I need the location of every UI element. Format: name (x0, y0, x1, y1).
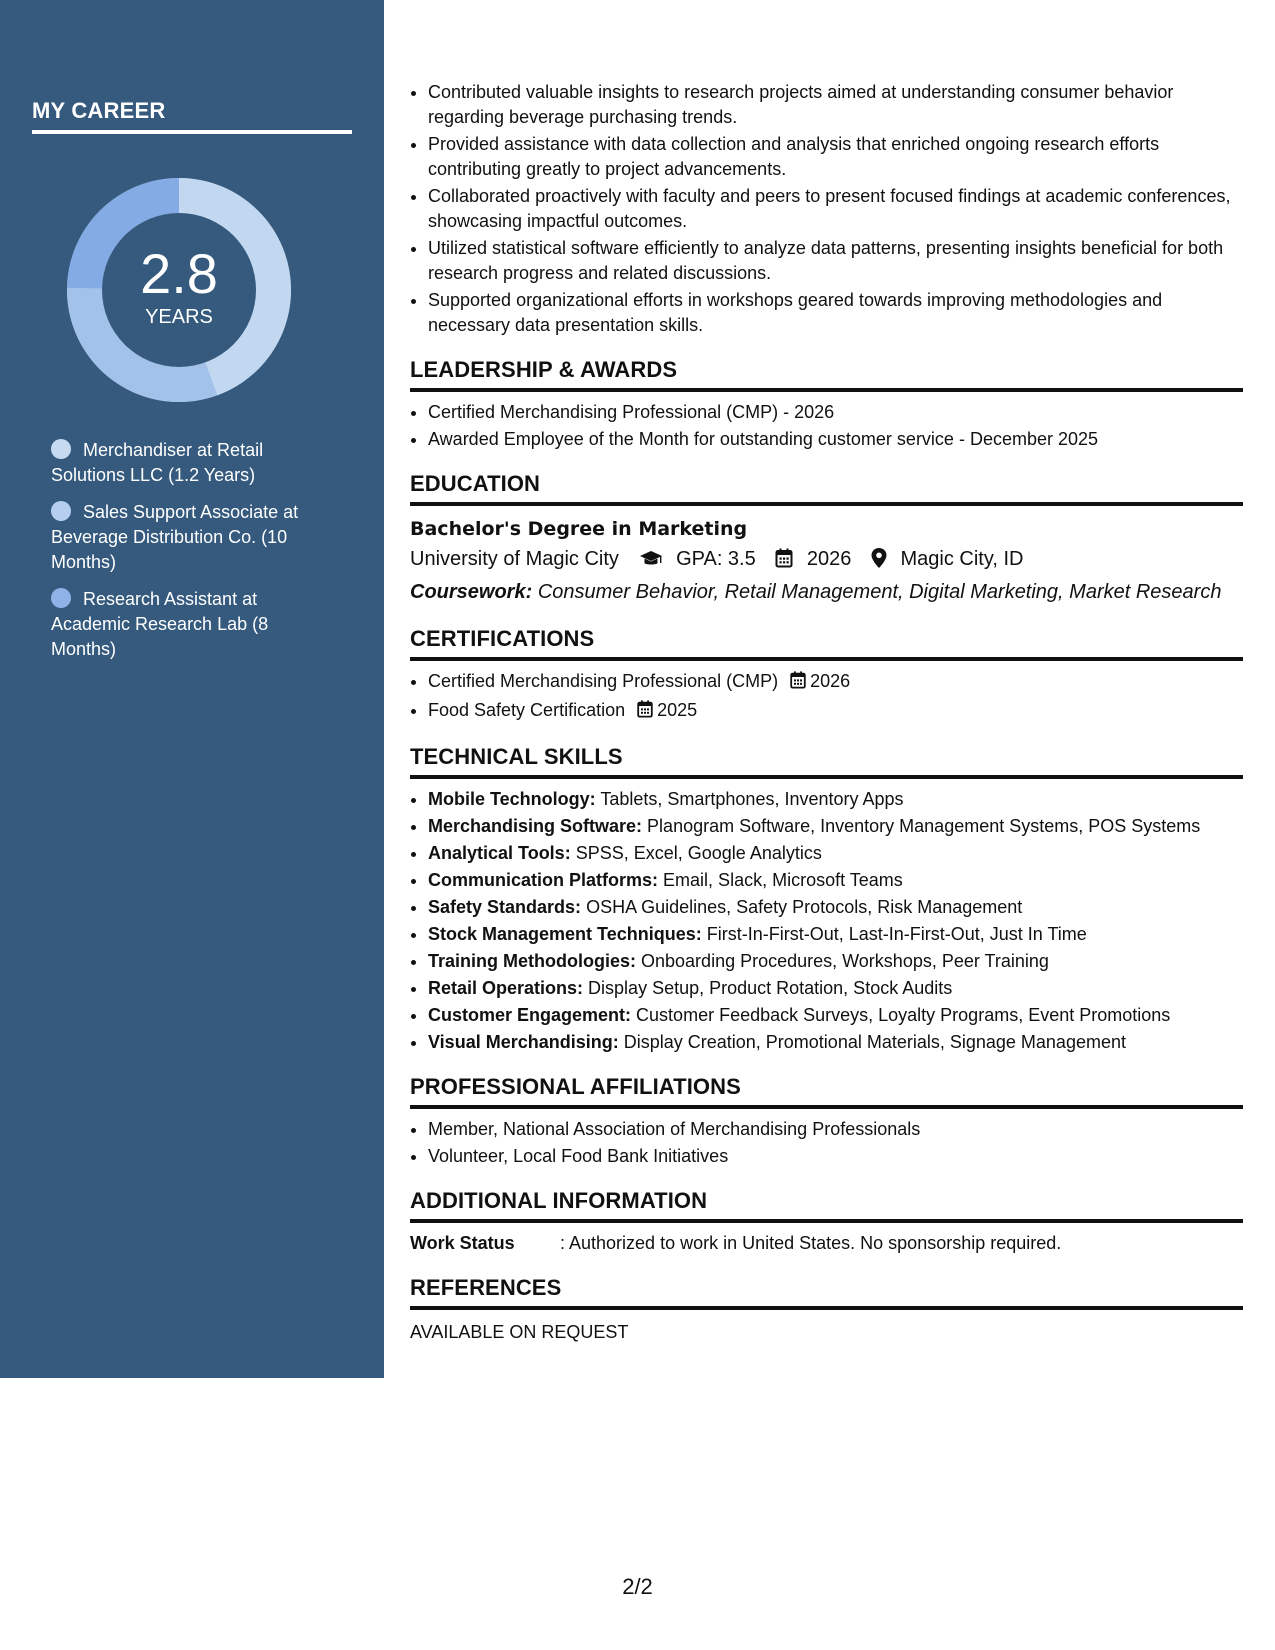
work-status (410, 1231, 1243, 1256)
career-title-rule (32, 130, 352, 134)
work-status-label: Work Status (410, 1233, 515, 1253)
leadership-list (410, 400, 1243, 452)
graduation-year: 2026 (806, 548, 852, 570)
bullet-dot-icon (51, 439, 71, 459)
skill-item (428, 1030, 1243, 1055)
affiliations-list (410, 1117, 1243, 1169)
skill-value: Planogram Software, Inventory Management Systems, POS Systems (647, 816, 1201, 836)
career-timeline (51, 438, 321, 674)
work-status-value: : Authorized to work in United States. No sponsorship required. (560, 1233, 1062, 1253)
skill-value: SPSS, Excel, Google Analytics (575, 843, 822, 863)
sidebar (0, 0, 384, 1378)
section-heading-affiliations: PROFESSIONAL AFFILIATIONS (410, 1073, 1243, 1109)
skill-label: Safety Standards: (428, 897, 582, 917)
certifications-list (410, 669, 1243, 725)
list-item: • Certified Merchandising Professional (CMP) - 2026 (428, 400, 1243, 425)
certification-name: Certified Merchandising Professional (CMP) (428, 671, 779, 691)
skill-item (428, 922, 1243, 947)
career-item-label: Sales Support Associate at Beverage Distribution Co. (10 Months) (51, 502, 299, 572)
education-details (410, 544, 1243, 577)
skill-label: Stock Management Techniques: (428, 924, 702, 944)
list-item: • Volunteer, Local Food Bank Initiatives (428, 1144, 1243, 1169)
section-heading-education: EDUCATION (410, 470, 1243, 506)
skill-value: Email, Slack, Microsoft Teams (663, 870, 903, 890)
list-item (428, 669, 1243, 696)
school-location: Magic City, ID (900, 548, 1024, 570)
coursework-list: Consumer Behavior, Retail Management, Digital Marketing, Market Research (537, 581, 1222, 603)
skill-value: Tablets, Smartphones, Inventory Apps (600, 789, 904, 809)
location-pin-icon (871, 547, 887, 577)
calendar-icon (637, 700, 653, 725)
skill-value: OSHA Guidelines, Safety Protocols, Risk Management (586, 897, 1023, 917)
skill-value: Customer Feedback Surveys, Loyalty Programs, Event Promotions (636, 1005, 1171, 1025)
list-item: • Awarded Employee of the Month for outstanding customer service - December 2025 (428, 427, 1243, 452)
skill-item (428, 895, 1243, 920)
skill-value: Display Creation, Promotional Materials, Signage Management (623, 1032, 1126, 1052)
skill-item (428, 814, 1243, 839)
skill-label: Mobile Technology: (428, 789, 596, 809)
career-donut-chart (66, 177, 292, 403)
calendar-icon (790, 671, 806, 696)
skill-value: Display Setup, Product Rotation, Stock Audits (588, 978, 953, 998)
list-item: • Member, National Association of Merchandising Professionals (428, 1117, 1243, 1142)
skill-label: Retail Operations: (428, 978, 584, 998)
graduation-cap-icon (639, 547, 663, 577)
skill-value: Onboarding Procedures, Workshops, Peer Training (641, 951, 1049, 971)
section-heading-leadership: LEADERSHIP & AWARDS (410, 356, 1243, 392)
gpa: GPA: 3.5 (676, 548, 756, 570)
career-item (51, 587, 321, 662)
list-item: • Supported organizational efforts in workshops geared towards improving methodologies and necessary data presentation skills. (428, 288, 1243, 338)
experience-bullets (410, 80, 1243, 338)
certification-year: 2025 (657, 700, 698, 720)
skill-item (428, 787, 1243, 812)
section-heading-technical-skills: TECHNICAL SKILLS (410, 743, 1243, 779)
page-number: 2/2 (622, 1574, 653, 1599)
skill-label: Customer Engagement: (428, 1005, 632, 1025)
skill-item (428, 976, 1243, 1001)
main-content (410, 80, 1243, 1345)
career-item-label: Research Assistant at Academic Research Lab (8 Months) (51, 589, 269, 659)
career-item-label: Merchandiser at Retail Solutions LLC (1.2 Years) (51, 440, 264, 485)
skill-item (428, 1003, 1243, 1028)
skill-label: Visual Merchandising: (428, 1032, 619, 1052)
career-total-value: 2.8 (140, 241, 218, 305)
career-item (51, 500, 321, 575)
donut-center (66, 177, 292, 403)
coursework (410, 577, 1243, 607)
bullet-dot-icon (51, 588, 71, 608)
skill-label: Training Methodologies: (428, 951, 636, 971)
skill-item (428, 841, 1243, 866)
references-text: AVAILABLE ON REQUEST (410, 1322, 629, 1342)
school-name: University of Magic City (410, 548, 619, 570)
certification-name: Food Safety Certification (428, 700, 626, 720)
skill-item (428, 949, 1243, 974)
list-item (428, 698, 1243, 725)
career-title: MY CAREER (32, 98, 166, 123)
list-item: • Contributed valuable insights to research projects aimed at understanding consumer behavior regarding beverage purchasing trends. (428, 80, 1243, 130)
list-item: • Utilized statistical software efficiently to analyze data patterns, presenting insights beneficial for both research progress and related discussions. (428, 236, 1243, 286)
certification-year: 2026 (810, 671, 851, 691)
career-total-unit: YEARS (145, 305, 213, 328)
bullet-dot-icon (51, 501, 71, 521)
degree-title: Bachelor's Degree in Marketing (410, 518, 748, 540)
skills-list (410, 787, 1243, 1055)
section-heading-additional-info: ADDITIONAL INFORMATION (410, 1187, 1243, 1223)
list-item: • Provided assistance with data collection and analysis that enriched ongoing research efforts contributing greatly to project advancements. (428, 132, 1243, 182)
list-item: • Collaborated proactively with faculty and peers to present focused findings at academic conferences, showcasing impactful outcomes. (428, 184, 1243, 234)
coursework-label: Coursework: (410, 581, 533, 603)
section-heading-references: REFERENCES (410, 1274, 1243, 1310)
skill-label: Analytical Tools: (428, 843, 571, 863)
skill-label: Communication Platforms: (428, 870, 659, 890)
skill-label: Merchandising Software: (428, 816, 643, 836)
section-heading-certifications: CERTIFICATIONS (410, 625, 1243, 661)
calendar-icon (775, 547, 793, 577)
skill-item (428, 868, 1243, 893)
career-item (51, 438, 321, 488)
skill-value: First-In-First-Out, Last-In-First-Out, Just In Time (706, 924, 1087, 944)
